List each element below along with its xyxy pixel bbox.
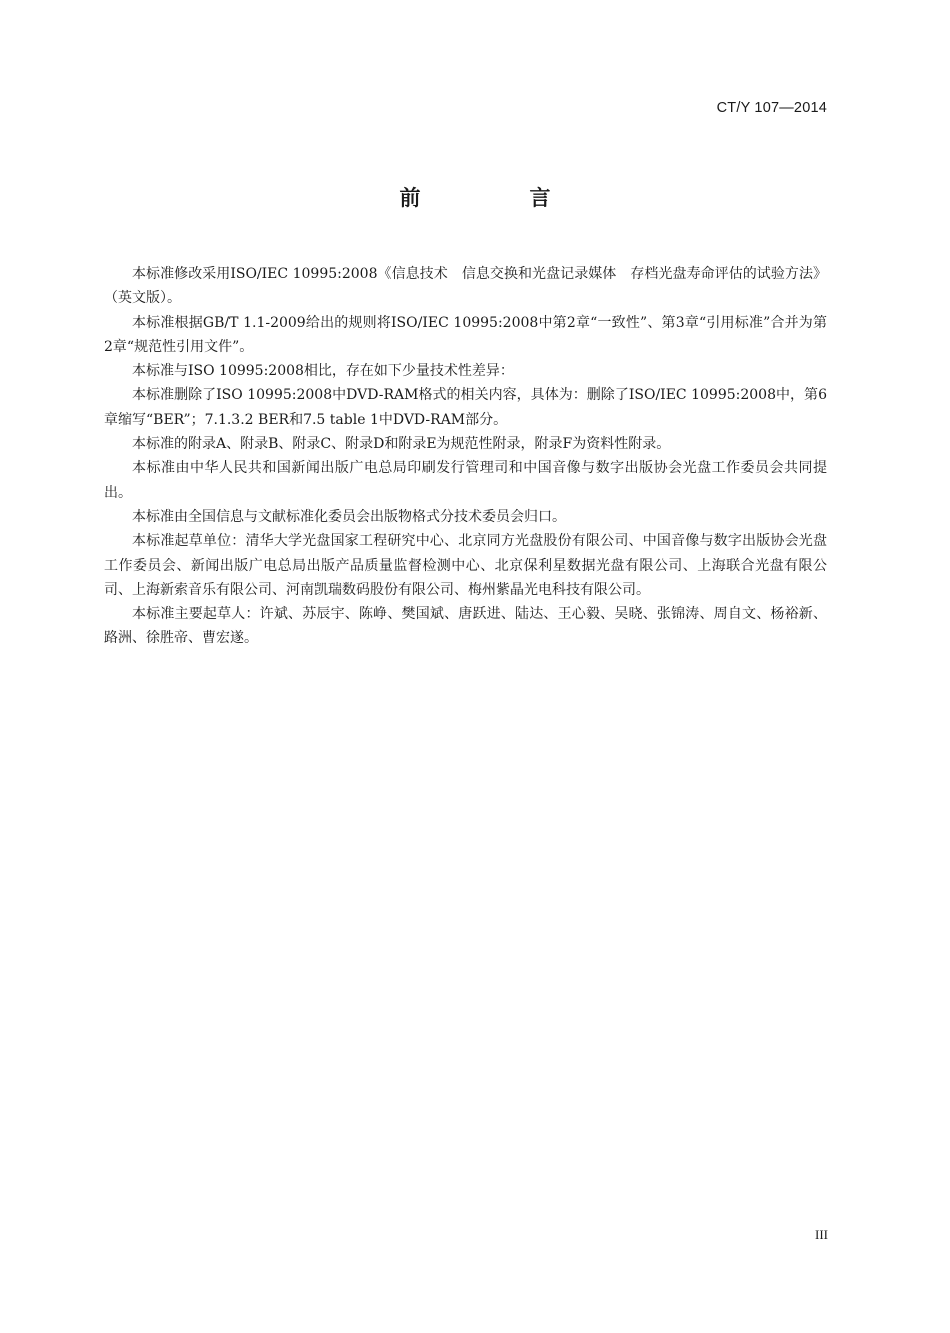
paragraph-annexes: 本标准的附录A、附录B、附录C、附录D和附录E为规范性附录，附录F为资料性附录。 <box>132 436 671 453</box>
page-title: 前 言 <box>399 186 595 210</box>
foreword-body <box>104 262 827 651</box>
paragraph-drafting-units: 本标准起草单位：清华大学光盘国家工程研究中心、北京同方光盘股份有限公司、中国音像与数字出版协会光盘工作委员会、新闻出版广电总局出版产品质量监督检测中心、北京保利星数据光盘有限公司、上海联合光盘有限公司、上海新索音乐有限公司、河南凯瑞数码股份有限公司、梅州紫晶光电科技有限公司。 <box>104 533 827 598</box>
paragraph-drafting-rules: 本标准根据GB/T 1.1-2009给出的规则将ISO/IEC 10995:2008中第2章“一致性”、第3章“引用标准”合并为第2章“规范性引用文件”。 <box>104 314 827 355</box>
paragraph-drafters: 本标准主要起草人：许斌、苏辰宇、陈峥、樊国斌、唐跃进、陆达、王心毅、吴晓、张锦涛、周自文、杨裕新、路洲、徐胜帝、曹宏遂。 <box>104 606 827 647</box>
paragraph-differences-detail: 本标准删除了ISO 10995:2008中DVD-RAM格式的相关内容，具体为：删除了ISO/IEC 10995:2008中，第6章缩写“BER”；7.1.3.2 BER和7.5 table 1中DVD-RAM部分。 <box>104 387 827 428</box>
paragraph-adoption: 本标准修改采用ISO/IEC 10995:2008《信息技术 信息交换和光盘记录媒体 存档光盘寿命评估的试验方法》（英文版）。 <box>104 266 827 307</box>
paragraph-differences-intro: 本标准与ISO 10995:2008相比，存在如下少量技术性差异： <box>132 363 514 380</box>
page-number: III <box>815 1227 828 1242</box>
document-code: CT/Y 107—2014 <box>716 100 827 116</box>
paragraph-proposer: 本标准由中华人民共和国新闻出版广电总局印刷发行管理司和中国音像与数字出版协会光盘工作委员会共同提出。 <box>104 460 827 501</box>
paragraph-responsible-committee: 本标准由全国信息与文献标准化委员会出版物格式分技术委员会归口。 <box>132 508 566 525</box>
